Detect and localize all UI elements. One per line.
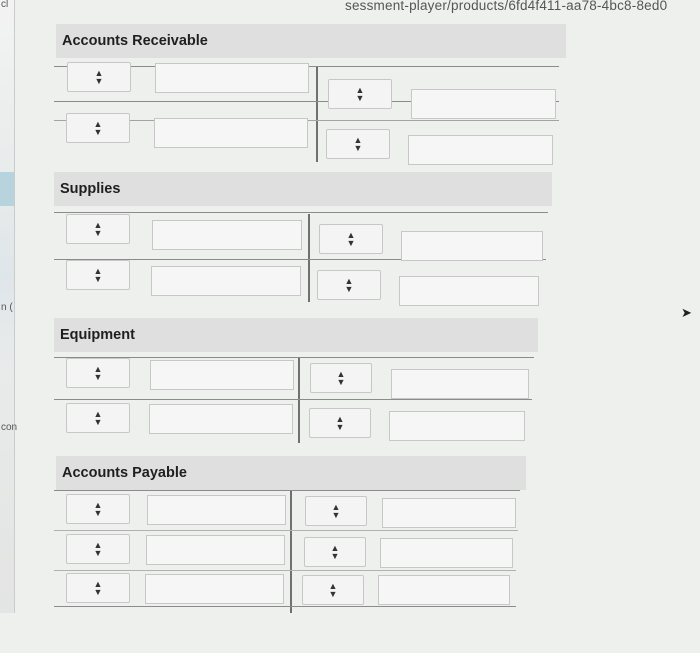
up-down-caret-icon: ▲ ▼ bbox=[331, 502, 341, 520]
section-title-text: Supplies bbox=[60, 181, 121, 197]
amount-input[interactable] bbox=[411, 89, 556, 119]
up-down-caret-icon: ▲ ▼ bbox=[93, 266, 103, 284]
side-panel-highlight bbox=[0, 172, 14, 206]
up-down-caret-icon: ▲ ▼ bbox=[330, 543, 340, 561]
amount-input[interactable] bbox=[155, 63, 309, 93]
account-select[interactable] bbox=[66, 534, 130, 564]
up-down-caret-icon: ▲ ▼ bbox=[93, 364, 103, 382]
account-select[interactable] bbox=[319, 224, 383, 254]
up-down-caret-icon: ▲ ▼ bbox=[353, 135, 363, 153]
section-title bbox=[54, 318, 538, 352]
url-text: sessment-player/products/6fd4f411-aa78-4bc8-8ed0 bbox=[345, 0, 668, 13]
up-down-caret-icon: ▲ ▼ bbox=[93, 579, 103, 597]
amount-input[interactable] bbox=[389, 411, 525, 441]
account-select[interactable] bbox=[305, 496, 367, 526]
account-select[interactable] bbox=[66, 403, 130, 433]
up-down-caret-icon: ▲ ▼ bbox=[346, 230, 356, 248]
amount-input[interactable] bbox=[391, 369, 529, 399]
account-select[interactable] bbox=[310, 363, 372, 393]
account-select[interactable] bbox=[66, 260, 130, 290]
account-select[interactable] bbox=[66, 113, 130, 143]
section-title bbox=[56, 456, 526, 490]
account-select[interactable] bbox=[67, 62, 131, 92]
amount-input[interactable] bbox=[152, 220, 302, 250]
amount-input[interactable] bbox=[380, 538, 513, 568]
side-text-fragment: cl bbox=[1, 0, 9, 10]
amount-input[interactable] bbox=[149, 404, 293, 434]
mouse-pointer-icon: ➤ bbox=[681, 305, 692, 320]
account-select[interactable] bbox=[66, 358, 130, 388]
table-row bbox=[54, 606, 516, 653]
section-title bbox=[56, 24, 566, 58]
up-down-caret-icon: ▲ ▼ bbox=[336, 369, 346, 387]
up-down-caret-icon: ▲ ▼ bbox=[335, 414, 345, 432]
account-select[interactable] bbox=[304, 537, 366, 567]
section-title bbox=[54, 172, 552, 206]
up-down-caret-icon: ▲ ▼ bbox=[355, 85, 365, 103]
up-down-caret-icon: ▲ ▼ bbox=[344, 276, 354, 294]
amount-input[interactable] bbox=[378, 575, 510, 605]
amount-input[interactable] bbox=[151, 266, 301, 296]
account-select[interactable] bbox=[66, 494, 130, 524]
up-down-caret-icon: ▲ ▼ bbox=[93, 119, 103, 137]
amount-input[interactable] bbox=[399, 276, 539, 306]
side-text-fragment: con bbox=[1, 422, 18, 433]
up-down-caret-icon: ▲ ▼ bbox=[93, 540, 103, 558]
amount-input[interactable] bbox=[145, 574, 284, 604]
side-panel-edge bbox=[0, 0, 18, 613]
section-title-text: Equipment bbox=[60, 327, 135, 343]
up-down-caret-icon: ▲ ▼ bbox=[93, 500, 103, 518]
amount-input[interactable] bbox=[401, 231, 543, 261]
amount-input[interactable] bbox=[154, 118, 308, 148]
up-down-caret-icon: ▲ ▼ bbox=[93, 220, 103, 238]
section-title-text: Accounts Receivable bbox=[62, 33, 208, 49]
up-down-caret-icon: ▲ ▼ bbox=[94, 68, 104, 86]
amount-input[interactable] bbox=[146, 535, 285, 565]
account-select[interactable] bbox=[309, 408, 371, 438]
amount-input[interactable] bbox=[147, 495, 286, 525]
account-select[interactable] bbox=[302, 575, 364, 605]
browser-url-bar[interactable] bbox=[345, 0, 700, 18]
side-text-fragment: n ( bbox=[1, 302, 13, 313]
amount-input[interactable] bbox=[408, 135, 553, 165]
account-select[interactable] bbox=[328, 79, 392, 109]
up-down-caret-icon: ▲ ▼ bbox=[328, 581, 338, 599]
account-select[interactable] bbox=[66, 573, 130, 603]
amount-input[interactable] bbox=[382, 498, 516, 528]
account-select[interactable] bbox=[317, 270, 381, 300]
amount-input[interactable] bbox=[150, 360, 294, 390]
section-title-text: Accounts Payable bbox=[62, 465, 187, 481]
up-down-caret-icon: ▲ ▼ bbox=[93, 409, 103, 427]
account-select[interactable] bbox=[66, 214, 130, 244]
account-select[interactable] bbox=[326, 129, 390, 159]
